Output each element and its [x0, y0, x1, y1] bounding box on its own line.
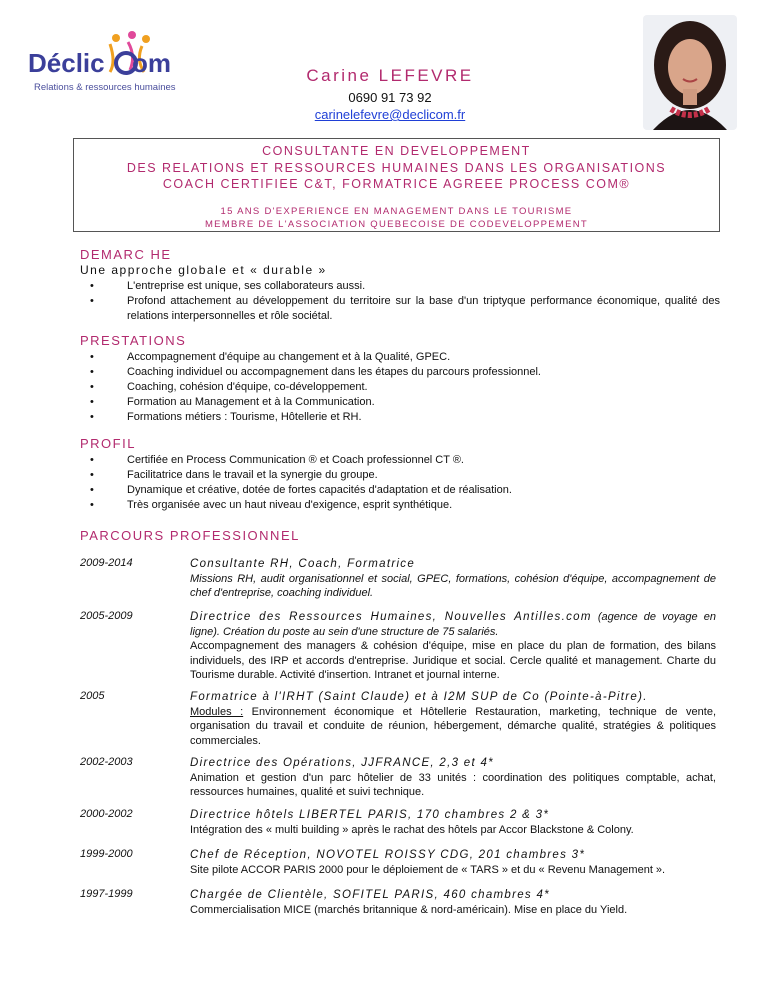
experience-description: Intégration des « multi building » après le rachat des hôtels par Accor Blackstone & Colony.: [190, 823, 634, 836]
list-item: • Coaching individuel ou accompagnement dans les étapes du parcours professionnel.: [80, 365, 720, 380]
experience-role-note: (agence de voyage en ligne). Création du poste au sein d'une structure de 75 salariés.: [190, 611, 716, 638]
bullet-list: [80, 453, 720, 513]
experience-date: 1997-1999: [80, 888, 133, 900]
experience-description: Missions RH, audit organisationnel et social, GPEC, formations, cohésion d'équipe, accompagnement de chef d'entreprise, coaching individuel.: [190, 572, 716, 599]
experience-description: Environnement économique et Hôtellerie Restauration, marketing, technique de vente, organisation du travail et conduite de réunion, hébergement, démarche qualité, stratégies & politiques commerciales.: [190, 705, 716, 747]
section-demarche: [80, 247, 720, 324]
experience-role: Directrice hôtels LIBERTEL PARIS, 170 chambres 2 & 3*: [190, 809, 550, 821]
portrait-photo: [643, 15, 737, 130]
experience-description: Site pilote ACCOR PARIS 2000 pour le déploiement de « TARS » et du « Revenu Management ».: [190, 863, 666, 876]
experience-role: Chef de Réception, NOVOTEL ROISSY CDG, 201 chambres 3*: [190, 849, 586, 861]
experience-description: Commercialisation MICE (marchés britannique & nord-américain). Mise en place du Yield.: [190, 903, 628, 916]
headline-line-3: COACH CERTIFIEE C&T, FORMATRICE AGREEE PROCESS COM®: [162, 177, 631, 191]
headline-line-5: MEMBRE DE L'ASSOCIATION QUEBECOISE DE CODEVELOPPEMENT: [204, 218, 589, 230]
declicom-logo: [28, 30, 178, 100]
section-parcours: [80, 528, 720, 543]
email-link[interactable]: carinelefevre@declicom.fr: [314, 107, 466, 122]
experience-entry: [80, 756, 716, 800]
person-name: Carine LEFEVRE: [306, 66, 474, 85]
experience-description: Animation et gestion d'un parc hôtelier de 33 unités : coordination des politiques comptable, achat, ressources humaines, qualité et suivi technique.: [190, 771, 716, 798]
experience-role: Chargée de Clientèle, SOFITEL PARIS, 460 chambres 4*: [190, 889, 550, 901]
experience-entry: [80, 808, 716, 837]
experience-date: 2009-2014: [80, 557, 133, 569]
headline-line-1: CONSULTANTE EN DEVELOPPEMENT: [262, 144, 531, 158]
list-item: • Accompagnement d'équipe au changement et à la Qualité, GPEC.: [80, 350, 720, 365]
modules-label: Modules :: [190, 705, 244, 718]
headline-frame: [73, 138, 720, 232]
list-item: • Formation au Management et à la Communication.: [80, 395, 720, 410]
bullet-list: [80, 279, 720, 324]
list-item: • L'entreprise est unique, ses collaborateurs aussi.: [80, 279, 720, 294]
experience-date: 2005-2009: [80, 610, 133, 622]
experience-entry: [80, 888, 716, 917]
experience-date: 2000-2002: [80, 808, 133, 820]
bullet-list: [80, 350, 720, 425]
experience-entry: [80, 557, 716, 601]
contact-block: [290, 66, 490, 122]
svg-text:Déclic: Déclic: [28, 48, 105, 78]
experience-date: 2005: [80, 690, 105, 702]
section-title: DEMARC HE: [80, 247, 172, 262]
section-profil: [80, 436, 720, 513]
headline-line-4: 15 ANS D'EXPERIENCE EN MANAGEMENT DANS LE TOURISME: [220, 205, 573, 217]
list-item: • Facilitatrice dans le travail et la synergie du groupe.: [80, 468, 720, 483]
list-item: • Certifiée en Process Communication ® et Coach professionnel CT ®.: [80, 453, 720, 468]
list-item: • Dynamique et créative, dotée de fortes capacités d'adaptation et de réalisation.: [80, 483, 720, 498]
experience-role: Formatrice à l'IRHT (Saint Claude) et à I2M SUP de Co (Pointe-à-Pitre).: [190, 691, 648, 703]
headline-line-2: DES RELATIONS ET RESSOURCES HUMAINES DANS LES ORGANISATIONS: [126, 160, 667, 175]
list-item: • Formations métiers : Tourisme, Hôtellerie et RH.: [80, 410, 720, 425]
experience-date: 2002-2003: [80, 756, 133, 768]
logo-tagline: Relations & ressources humaines: [34, 82, 176, 93]
experience-entry: [80, 690, 716, 748]
phone-number: 0690 91 73 92: [348, 90, 432, 105]
list-item: • Coaching, cohésion d'équipe, co-développement.: [80, 380, 720, 395]
experience-date: 1999-2000: [80, 848, 133, 860]
experience-role: Directrice des Opérations, JJFRANCE, 2,3 et 4*: [190, 757, 494, 769]
section-subtitle: Une approche globale et « durable »: [80, 263, 327, 277]
experience-entry: [80, 848, 716, 877]
section-title: PARCOURS PROFESSIONNEL: [80, 528, 300, 543]
experience-description: Accompagnement des managers & cohésion d'équipe, mise en place du plan de formation, des bilans individuels, des IRP et accords d'entreprise. Juridique et social. Cercle qualité et management. Charte du Tourisme durable. Activité d'insertion. Intranet et journal interne.: [190, 640, 716, 681]
section-prestations: [80, 333, 720, 425]
experience-role: Consultante RH, Coach, Formatrice: [190, 558, 416, 570]
list-item: • Profond attachement au développement du territoire sur la base d'un triptyque performance économique, qualité des relations interpersonnelles et rôle sociétal.: [80, 294, 720, 324]
experience-entry: [80, 610, 716, 683]
svg-text:om: om: [132, 48, 171, 78]
experience-role: Directrice des Ressources Humaines, Nouvelles Antilles.com: [190, 611, 592, 623]
list-item: • Très organisée avec un haut niveau d'exigence, esprit synthétique.: [80, 498, 720, 513]
section-title: PROFIL: [80, 436, 136, 451]
section-title: PRESTATIONS: [80, 333, 187, 348]
